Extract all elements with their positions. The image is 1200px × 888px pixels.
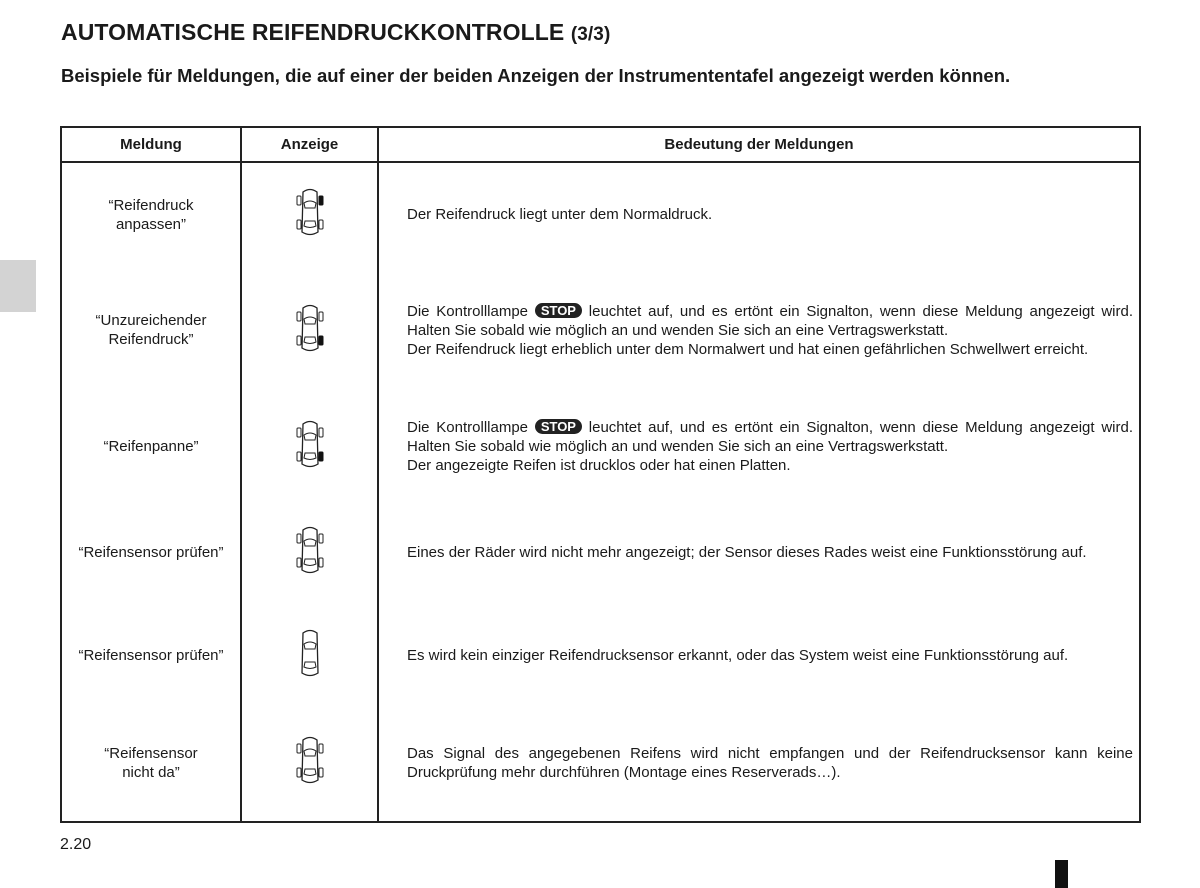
description-cell (378, 498, 1140, 606)
message-cell (61, 394, 241, 498)
description-cell (378, 394, 1140, 498)
indicator-cell (241, 704, 378, 822)
column-header-indicator: Anzeige (241, 127, 378, 162)
table-row (61, 606, 1140, 704)
table-row (61, 394, 1140, 498)
description-text-extra: Der angezeigte Reifen ist drucklos oder hat einen Platten. (407, 456, 791, 474)
messages-table (60, 126, 1141, 823)
car-tyre-outline-icon (294, 734, 326, 786)
car-tyre-front-right-highlighted-icon (294, 186, 326, 238)
description-text: Der Reifendruck liegt unter dem Normaldruck. (407, 206, 713, 223)
description-cell (378, 162, 1140, 266)
description-cell (378, 606, 1140, 704)
message-cell (61, 162, 241, 266)
description-text-before: Die Kontrolllampe (407, 302, 529, 320)
page-subtitle: Beispiele für Meldungen, die auf einer der beiden Anzeigen der Instrumententafel angezeigt werden können. (61, 65, 1011, 86)
description-text: Das Signal des angegebenen Reifens wird nicht empfangen und der Reifendrucksensor kann keine Druckprüfung mehr durchführen (Montage eines Reserverads…). (407, 744, 1133, 781)
indicator-cell (241, 266, 378, 394)
chapter-tab-marker (0, 260, 36, 312)
description-cell (378, 704, 1140, 822)
stop-warning-lamp-icon: STOP (535, 419, 582, 434)
indicator-cell (241, 606, 378, 704)
page-number: 2.20 (60, 836, 92, 853)
indicator-cell (241, 498, 378, 606)
car-tyre-rear-right-highlighted-icon (294, 302, 326, 354)
table-header-row (61, 127, 1140, 162)
description-text-after: leuchtet auf, und es ertönt ein Signalton, wenn diese Meldung angezeigt wird. Halten Sie sobald wie möglich an und wenden Sie sich an eine Vertragswerkstatt. (407, 302, 1133, 339)
description-text-extra: Der Reifendruck liegt erheblich unter dem Normalwert und hat einen gefährlichen Schwellwert erreicht. (407, 340, 1089, 358)
car-tyre-rear-right-highlighted-icon (294, 418, 326, 470)
message-text: “Unzureichender Reifendruck” (95, 312, 207, 348)
car-no-tyres-icon (294, 627, 326, 679)
title-part: (3/3) (570, 24, 611, 45)
message-cell (61, 498, 241, 606)
indicator-cell (241, 162, 378, 266)
message-text: “Reifensensor prüfen” (78, 646, 224, 664)
table-row (61, 704, 1140, 822)
title-main: AUTOMATISCHE REIFENDRUCKKONTROLLE (61, 19, 565, 45)
message-cell (61, 704, 241, 822)
message-text: “Reifendruck anpassen” (108, 196, 194, 233)
description-cell (378, 266, 1140, 394)
message-text: “Reifensensor prüfen” (78, 543, 224, 561)
table-row (61, 498, 1140, 606)
car-tyre-outline-icon (294, 524, 326, 576)
page-edge-marker (1055, 860, 1068, 888)
description-text-before: Die Kontrolllampe (407, 418, 529, 436)
table-row (61, 162, 1140, 266)
message-cell (61, 266, 241, 394)
column-header-meaning: Bedeutung der Meldungen (378, 127, 1140, 162)
indicator-cell (241, 394, 378, 498)
description-text: Eines der Räder wird nicht mehr angezeigt; der Sensor dieses Rades weist eine Funktionsstörung auf. (407, 543, 1087, 561)
table-row (61, 266, 1140, 394)
message-cell (61, 606, 241, 704)
stop-warning-lamp-icon: STOP (535, 303, 582, 318)
message-text: “Reifenpanne” (103, 437, 199, 455)
message-text: “Reifensensor nicht da” (104, 744, 198, 781)
description-text-after: leuchtet auf, und es ertönt ein Signalton, wenn diese Meldung angezeigt wird. Halten Sie sobald wie möglich an und wenden Sie sich an eine Vertragswerkstatt. (407, 418, 1133, 455)
description-text: Es wird kein einziger Reifendrucksensor erkannt, oder das System weist eine Funktionsstörung auf. (407, 646, 1069, 664)
page-title (61, 19, 610, 46)
column-header-message: Meldung (61, 127, 241, 162)
